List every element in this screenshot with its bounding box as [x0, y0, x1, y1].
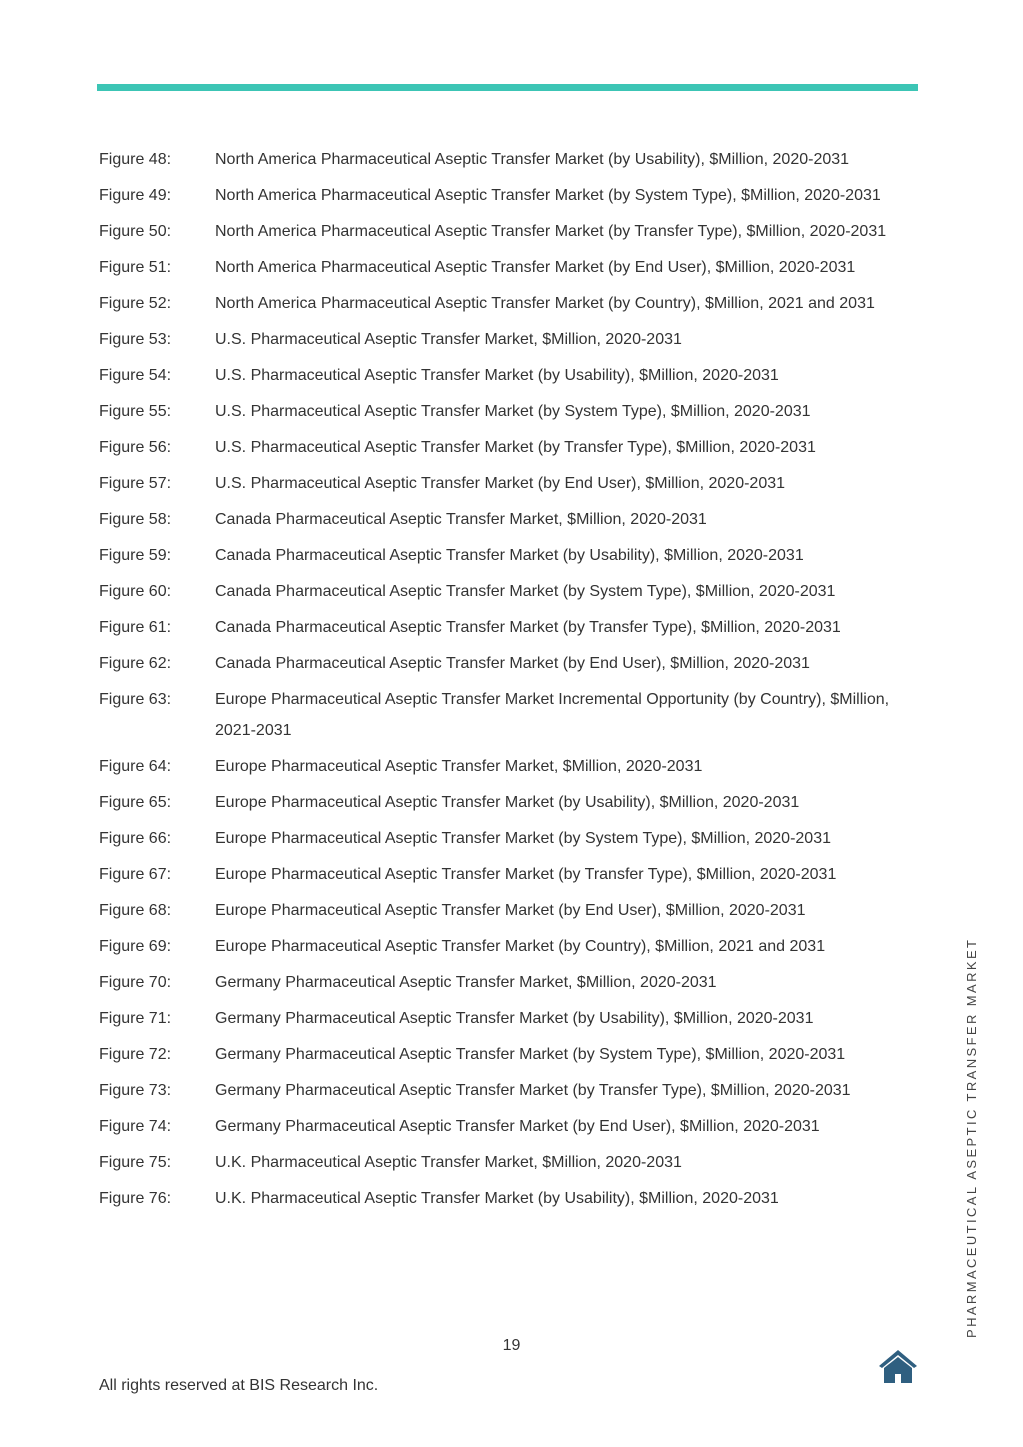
figure-number: Figure 52:	[99, 295, 172, 312]
figure-entry[interactable]	[99, 504, 914, 535]
figure-title: Canada Pharmaceutical Aseptic Transfer Market (by System Type), $Million, 2020-2031	[215, 583, 836, 600]
figure-number: Figure 71:	[99, 1010, 172, 1027]
figure-entry[interactable]	[99, 468, 914, 499]
figure-entry[interactable]	[99, 180, 914, 211]
figure-number: Figure 54:	[99, 367, 172, 384]
figure-number: Figure 55:	[99, 403, 172, 420]
figure-entry[interactable]	[99, 967, 914, 998]
figure-entry[interactable]	[99, 1075, 914, 1106]
figure-number: Figure 49:	[99, 187, 172, 204]
figure-number: Figure 73:	[99, 1082, 172, 1099]
figure-entry[interactable]	[99, 324, 914, 355]
figure-entry[interactable]	[99, 1003, 914, 1034]
figure-entry[interactable]	[99, 432, 914, 463]
figure-title: Germany Pharmaceutical Aseptic Transfer Market (by System Type), $Million, 2020-2031	[215, 1046, 846, 1063]
figure-title: Canada Pharmaceutical Aseptic Transfer Market (by Transfer Type), $Million, 2020-2031	[215, 619, 841, 636]
figure-number: Figure 63:	[99, 691, 172, 708]
figure-title: North America Pharmaceutical Aseptic Transfer Market (by Country), $Million, 2021 and 2031	[215, 295, 875, 312]
figure-number: Figure 58:	[99, 511, 172, 528]
figure-entry[interactable]	[99, 144, 914, 175]
figure-title: U.K. Pharmaceutical Aseptic Transfer Market, $Million, 2020-2031	[215, 1154, 682, 1171]
figure-number: Figure 76:	[99, 1190, 172, 1207]
figure-entry[interactable]	[99, 360, 914, 391]
figure-number: Figure 56:	[99, 439, 172, 456]
figure-title: Canada Pharmaceutical Aseptic Transfer Market (by End User), $Million, 2020-2031	[215, 655, 810, 672]
figure-number: Figure 62:	[99, 655, 172, 672]
figure-entry[interactable]	[99, 288, 914, 319]
figure-title: Germany Pharmaceutical Aseptic Transfer Market (by Usability), $Million, 2020-2031	[215, 1010, 814, 1027]
figure-title: U.S. Pharmaceutical Aseptic Transfer Market (by System Type), $Million, 2020-2031	[215, 403, 811, 420]
figure-number: Figure 57:	[99, 475, 172, 492]
figure-entry[interactable]	[99, 252, 914, 283]
figure-title: Europe Pharmaceutical Aseptic Transfer Market (by Usability), $Million, 2020-2031	[215, 794, 800, 811]
figure-title: Europe Pharmaceutical Aseptic Transfer Market Incremental Opportunity (by Country), $Million, 2021-2031	[215, 691, 890, 739]
figure-number: Figure 64:	[99, 758, 172, 775]
figure-number: Figure 61:	[99, 619, 172, 636]
figure-number: Figure 59:	[99, 547, 172, 564]
figure-entry[interactable]	[99, 787, 914, 818]
figure-number: Figure 50:	[99, 223, 172, 240]
figure-title: U.S. Pharmaceutical Aseptic Transfer Market (by Usability), $Million, 2020-2031	[215, 367, 779, 384]
figure-number: Figure 72:	[99, 1046, 172, 1063]
figure-entry[interactable]	[99, 648, 914, 679]
figure-entry[interactable]	[99, 931, 914, 962]
figure-entry[interactable]	[99, 1147, 914, 1178]
figure-title: Europe Pharmaceutical Aseptic Transfer Market, $Million, 2020-2031	[215, 758, 703, 775]
list-of-figures	[99, 144, 914, 1219]
footer-copyright: All rights reserved at BIS Research Inc.	[99, 1377, 379, 1394]
figure-title: Europe Pharmaceutical Aseptic Transfer Market (by End User), $Million, 2020-2031	[215, 902, 806, 919]
figure-title: Europe Pharmaceutical Aseptic Transfer Market (by System Type), $Million, 2020-2031	[215, 830, 831, 847]
figure-number: Figure 67:	[99, 866, 172, 883]
figure-entry[interactable]	[99, 751, 914, 782]
figure-entry[interactable]	[99, 1111, 914, 1142]
figure-title: Germany Pharmaceutical Aseptic Transfer Market (by End User), $Million, 2020-2031	[215, 1118, 820, 1135]
figure-number: Figure 65:	[99, 794, 172, 811]
figure-entry[interactable]	[99, 823, 914, 854]
figure-number: Figure 70:	[99, 974, 172, 991]
figure-entry[interactable]	[99, 895, 914, 926]
figure-entry[interactable]	[99, 1039, 914, 1070]
home-icon	[879, 1349, 917, 1383]
figure-entry[interactable]	[99, 216, 914, 247]
figure-title: North America Pharmaceutical Aseptic Transfer Market (by Transfer Type), $Million, 2020-2031	[215, 223, 887, 240]
figure-title: North America Pharmaceutical Aseptic Transfer Market (by Usability), $Million, 2020-2031	[215, 151, 850, 168]
figure-entry[interactable]	[99, 1183, 914, 1214]
figure-number: Figure 53:	[99, 331, 172, 348]
figure-number: Figure 48:	[99, 151, 172, 168]
vertical-report-title: PHARMACEUTICAL ASEPTIC TRANSFER MARKET	[964, 937, 979, 1338]
figure-entry[interactable]	[99, 684, 914, 746]
page-number: 19	[502, 1337, 521, 1354]
figure-entry[interactable]	[99, 576, 914, 607]
figure-number: Figure 75:	[99, 1154, 172, 1171]
figure-title: U.S. Pharmaceutical Aseptic Transfer Market (by End User), $Million, 2020-2031	[215, 475, 786, 492]
figure-number: Figure 66:	[99, 830, 172, 847]
figure-title: Europe Pharmaceutical Aseptic Transfer Market (by Transfer Type), $Million, 2020-2031	[215, 866, 837, 883]
figure-title: Canada Pharmaceutical Aseptic Transfer Market, $Million, 2020-2031	[215, 511, 707, 528]
figure-title: U.S. Pharmaceutical Aseptic Transfer Market (by Transfer Type), $Million, 2020-2031	[215, 439, 816, 456]
figure-number: Figure 69:	[99, 938, 172, 955]
figure-title: North America Pharmaceutical Aseptic Transfer Market (by End User), $Million, 2020-2031	[215, 259, 856, 276]
figure-title: Germany Pharmaceutical Aseptic Transfer Market (by Transfer Type), $Million, 2020-2031	[215, 1082, 851, 1099]
figure-number: Figure 68:	[99, 902, 172, 919]
figure-title: North America Pharmaceutical Aseptic Transfer Market (by System Type), $Million, 2020-2031	[215, 187, 881, 204]
figure-title: Germany Pharmaceutical Aseptic Transfer Market, $Million, 2020-2031	[215, 974, 717, 991]
figure-number: Figure 60:	[99, 583, 172, 600]
figure-entry[interactable]	[99, 612, 914, 643]
home-button[interactable]	[879, 1349, 917, 1383]
figure-title: Canada Pharmaceutical Aseptic Transfer Market (by Usability), $Million, 2020-2031	[215, 547, 804, 564]
figure-number: Figure 74:	[99, 1118, 172, 1135]
figure-title: Europe Pharmaceutical Aseptic Transfer Market (by Country), $Million, 2021 and 2031	[215, 938, 826, 955]
figure-entry[interactable]	[99, 396, 914, 427]
figure-number: Figure 51:	[99, 259, 172, 276]
figure-title: U.S. Pharmaceutical Aseptic Transfer Market, $Million, 2020-2031	[215, 331, 682, 348]
figure-title: U.K. Pharmaceutical Aseptic Transfer Market (by Usability), $Million, 2020-2031	[215, 1190, 779, 1207]
figure-entry[interactable]	[99, 859, 914, 890]
header-accent-rule	[97, 84, 918, 91]
figure-entry[interactable]	[99, 540, 914, 571]
